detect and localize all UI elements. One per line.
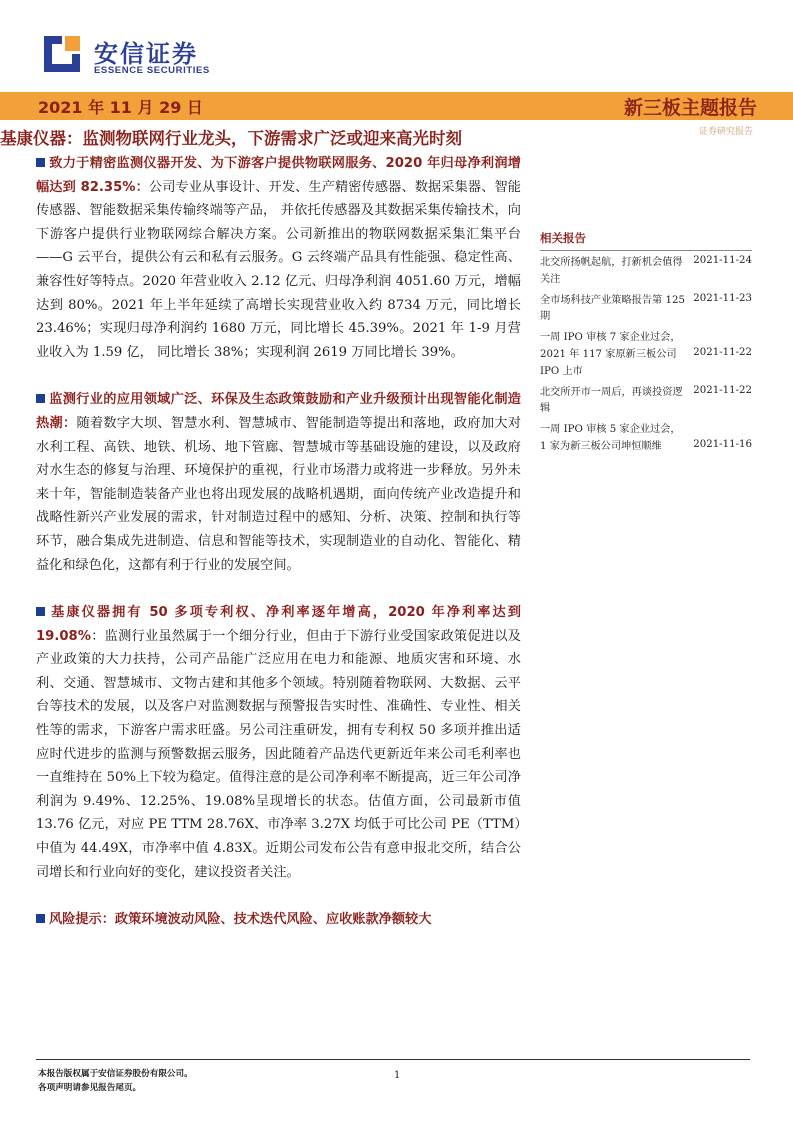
risk-paragraph — [36, 908, 521, 932]
report-date: 2021 年 11 月 29 日 — [38, 98, 203, 117]
related-report-item[interactable] — [540, 293, 752, 327]
related-report-item[interactable] — [540, 330, 752, 380]
brand-name-cn: 安信证券 — [94, 40, 198, 68]
main-content — [36, 152, 521, 956]
related-report-date: 2021-11-22 — [693, 347, 752, 359]
bullet-square-icon — [36, 607, 45, 616]
related-reports-title: 相关报告 — [540, 230, 752, 251]
related-reports-sidebar — [540, 230, 752, 456]
related-report-title[interactable]: 一周 IPO 审核 7 家企业过会，2021 年 117 家原新三板公司 IPO 上市 — [540, 332, 681, 377]
related-report-title[interactable]: 全市场科技产业策略报告第 125 期 — [540, 294, 685, 323]
section-lead: 监测行业的应用领域广泛、环保及生态政策鼓励和产业升级预计出现智能化制造热潮： — [36, 392, 521, 431]
essence-logo-mark-icon — [42, 34, 82, 74]
related-report-title[interactable]: 北交所扬帆起航，打新机会值得关注 — [540, 257, 683, 285]
logo — [42, 32, 282, 82]
bullet-square-icon — [36, 914, 45, 923]
bullet-square-icon — [36, 394, 45, 403]
related-report-item[interactable] — [540, 385, 752, 419]
section-paragraph — [36, 152, 521, 364]
footer-statement-note: 各项声明请参见报告尾页。 — [38, 1083, 142, 1093]
footer-copyright: 本报告版权属于安信证券股份有限公司。 — [38, 1069, 193, 1079]
section-paragraph — [36, 601, 521, 884]
header-banner — [0, 92, 793, 120]
related-report-item[interactable] — [540, 255, 752, 289]
related-report-title[interactable]: 一周 IPO 审核 5 家企业过会，1 家为新三板公司坤恒顺维 — [540, 424, 681, 452]
report-type: 新三板主题报告 — [623, 97, 757, 119]
page-number: 1 — [394, 1070, 401, 1081]
related-report-item[interactable] — [540, 422, 752, 456]
related-report-date: 2021-11-24 — [693, 255, 752, 266]
page-title: 基康仪器：监测物联网行业龙头，下游需求广泛或迎来高光时刻 — [0, 129, 462, 148]
section-lead: 致力于精密监测仪器开发、为下游客户提供物联网服务、2020 年归母净利润增幅达到 82.35%： — [36, 156, 521, 195]
related-report-date: 2021-11-23 — [693, 292, 752, 304]
section-lead: 基康仪器拥有 50 多项专利权、净利率逐年增高，2020 年净利率达到 19.08% — [36, 605, 521, 644]
related-report-date: 2021-11-16 — [693, 439, 752, 451]
brand-name-en: ESSENCE SECURITIES — [94, 65, 210, 76]
report-category-tag: 证券研究报告 — [698, 127, 753, 137]
bullet-square-icon — [36, 158, 45, 167]
related-report-date: 2021-11-22 — [693, 384, 752, 396]
footer-disclaimer — [38, 1067, 193, 1095]
section-paragraph — [36, 388, 521, 577]
section-body: 公司专业从事设计、开发、生产精密传感器、数据采集器、智能传感器、智能数据采集传输终端等产品， 并依托传感器及其数据采集传输技术，向下游客户提供行业物联网综合解决方案。公司新推出的物联网数据采集汇集平台——G 云平台，提供公有云和私有云服务。G 云终端产品具有性能强、稳定性高、兼容性好等特点。2020 年营业收入 2.12 亿元、归母净利润 4051.60 万元，增幅达到 80%。2021 年上半年延续了高增长实现营业收入约 8734 万元，同比增长 23.46%；实现归母净利润约 1680 万元，同比增长 45.39%。2021 年 1-9 月营业收入为 1.59 亿， 同比增长 38%；实现利润 2619 万同比增长 39%。 — [36, 179, 521, 360]
risk-warning: 风险提示：政策环境波动风险、技术迭代风险、应收账款净额较大 — [49, 912, 432, 928]
section-body: ：监测行业虽然属于一个细分行业，但由于下游行业受国家政策促进以及产业政策的大力扶持，公司产品能广泛应用在电力和能源、地质灾害和环境、水利、交通、智慧城市、文物古建和其他多个领域。特别随着物联网、大数据、云平台等技术的发展，以及客户对监测数据与预警报告实时性、准确性、专业性、相关性等的需求，下游客户需求旺盛。另公司注重研发，拥有专利权 50 多项并推出适应时代进步的监测与预警数据云服务，因此随着产品迭代更新近年来公司毛利率也一直维持在 50%上下较为稳定。值得注意的是公司净利率不断提高，近三年公司净利润为 9.49%、12.25%、19.08%呈现增长的状态。估值方面，公司最新市值 13.76 亿元，对应 PE TTM 28.76X、市净率 3.27X 均低于可比公司 PE（TTM）中值为 44.49X，市净率中值 4.83X。近期公司发布公告有意申报北交所，结合公司增长和行业向好的变化，建议投资者关注。 — [36, 628, 521, 880]
footer-divider — [36, 1059, 750, 1060]
section-body: 随着数字大坝、智慧水利、智慧城市、智能制造等提出和落地，政府加大对水利工程、高铁、地铁、机场、地下管廊、智慧城市等基础设施的建设，以及政府对水生态的修复与治理、环境保护的重视，行业市场潜力或将进一步释放。另外未来十年，智能制造装备产业也将出现发展的战略机遇期，面向传统产业改造提升和战略性新兴产业发展的需求，针对制造过程中的感知、分析、决策、控制和执行等环节，融合集成先进制造、信息和智能等技术，实现制造业的自动化、智能化、精益化和绿色化，这都有利于行业的发展空间。 — [36, 415, 522, 573]
related-report-title[interactable]: 北交所开市一周后，再谈投资逻辑 — [540, 386, 683, 415]
